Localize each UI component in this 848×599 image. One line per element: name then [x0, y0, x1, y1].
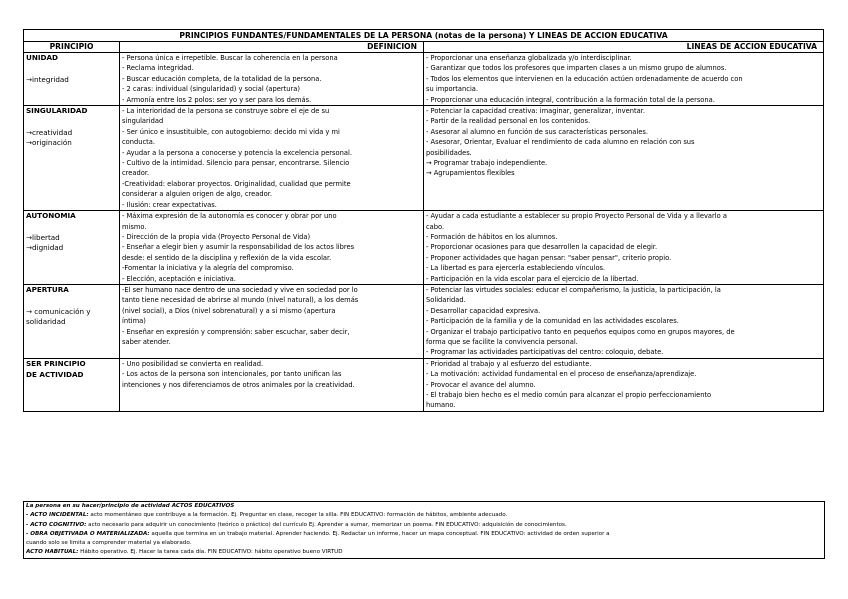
- action-line: - La libertad es para ejercerla estableciendo vínculos.: [426, 264, 606, 273]
- spacer: [26, 64, 117, 75]
- principle-subnote: →dignidad: [26, 243, 64, 253]
- action-lines-cell: [424, 211, 824, 285]
- definition-line: - Cultivo de la intimidad. Silencio para pensar, encontrarse. Silencio: [122, 159, 350, 168]
- action-line: - Potenciar la capacidad creativa: imaginar, generalizar, inventar.: [426, 107, 645, 116]
- action-lines-cell: [424, 358, 824, 411]
- footer-item-text: acto momentáneo que contribuye a la formación. Ej. Preguntar en clase, recoger la silla. FIN EDUCATIVO: formación de hábitos, ambiente adecuado.: [88, 512, 508, 519]
- footer-item-text: cuando solo se limita a comprender material ya elaborado.: [26, 540, 192, 547]
- definition-line: - Máxima expresión de la autonomía es conocer y obrar por uno: [122, 212, 337, 221]
- footer-item-label: ACTO HABITUAL:: [26, 549, 79, 556]
- definition-line: - Dirección de la propia vida (Proyecto Personal de Vida): [122, 232, 311, 241]
- footer-item: [26, 521, 824, 530]
- definition-line: (nivel social), a Dios (nivel sobrenatural) y a sí mismo (apertura: [122, 306, 336, 315]
- action-line: - La motivación: actividad fundamental en el proceso de enseñanza/aprendizaje.: [426, 370, 697, 379]
- definition-line: intenciones y nos diferenciamos de otros animales por la creatividad.: [122, 380, 355, 389]
- action-line: su importancia.: [426, 85, 479, 94]
- definition-line: - Uno posibilidad se convierta en realidad.: [122, 359, 264, 368]
- action-line: humano.: [426, 401, 456, 410]
- definition-line: desde: el sentido de la disciplina y reflexión de la vida escolar.: [122, 253, 332, 262]
- principle-name: SER PRINCIPIO: [26, 358, 86, 368]
- definition-line: - Buscar educación completa, de la totalidad de la persona.: [122, 74, 322, 83]
- definition-line: considerar a alguien origen de algo, creador.: [122, 190, 272, 199]
- action-line: - Proporcionar ocasiones para que desarrollen la capacidad de elegir.: [426, 243, 658, 252]
- action-line: - Ayudar a cada estudiante a establecer su propio Proyecto Personal de Vida y a llevarlo a: [426, 212, 727, 221]
- title-row: [24, 30, 824, 42]
- action-line: Solidaridad.: [426, 296, 466, 305]
- table-title: PRINCIPIOS FUNDANTES/FUNDAMENTALES DE LA PERSONA (notas de la persona) Y LINEAS DE ACCION EDUCATIVA: [24, 30, 824, 42]
- definition-line: íntima): [122, 317, 146, 326]
- principle-cell: [24, 358, 120, 411]
- header-principio: PRINCIPIO: [24, 42, 120, 53]
- principle-name: APERTURA: [26, 284, 69, 294]
- definition-cell: [120, 358, 424, 411]
- footer-item-text: acto necesario para adquirir un conocimiento (teórico o práctico) del currículo Ej. Aprender a sumar, memorizar un poema. FIN EDUCATIVO: adquisición de conocimientos.: [86, 521, 567, 528]
- principle-row: [24, 211, 824, 285]
- footer-item-text: Hábito operativo. Ej. Hacer la tarea cada día. FIN EDUCATIVO: hábito operativo bueno VIRTUD: [78, 549, 343, 556]
- action-line: - Proporcionar una educación integral, contribución a la formación total de la persona.: [426, 95, 715, 104]
- footer-item: [26, 548, 824, 557]
- principle-subnote: →creatividad: [26, 127, 73, 137]
- spacer: [26, 222, 117, 233]
- principle-cell: [24, 106, 120, 211]
- action-line: - Asesorar al alumno en función de sus características personales.: [426, 127, 648, 136]
- definition-cell: [120, 106, 424, 211]
- definition-line: - Ser único e insustituible, con autogobierno: decido mi vida y mi: [122, 127, 340, 136]
- definition-line: conducta.: [122, 138, 156, 147]
- footer-heading: La persona en su hacer/principio de actividad ACTOS EDUCATIVOS: [26, 503, 235, 509]
- action-line: posibilidades.: [426, 148, 472, 157]
- definition-line: - Armonía entre los 2 polos: ser yo y ser para los demás.: [122, 95, 312, 104]
- principle-row: [24, 106, 824, 211]
- definition-line: saber atender.: [122, 337, 171, 346]
- action-line: - Programar las actividades participativas del centro: coloquio, debate.: [426, 348, 664, 357]
- action-line: - Proporcionar una enseñanza globalizada y/o interdisciplinar.: [426, 54, 632, 62]
- spacer: [26, 296, 117, 307]
- principle-name: DE ACTIVIDAD: [26, 369, 84, 379]
- footer-item: [26, 511, 824, 520]
- footer-item-label: - ACTO INCIDENTAL:: [26, 512, 89, 519]
- definition-line: - Los actos de la persona son intencionales, por tanto unifican las: [122, 370, 342, 379]
- definition-cell: [120, 284, 424, 358]
- header-definicion: DEFINICION: [120, 42, 424, 53]
- definition-line: -El ser humano nace dentro de una sociedad y vive en sociedad por lo: [122, 285, 358, 294]
- footer-item-label: - OBRA OBJETIVADA O MATERIALIZADA:: [26, 530, 150, 537]
- principles-table: [23, 29, 824, 412]
- action-line: - Asesorar, Orientar, Evaluar el rendimiento de cada alumno en relación con sus: [426, 138, 695, 147]
- action-line: - Organizar el trabajo participativo tanto en pequeños equipos como en grupos mayores, de: [426, 327, 735, 336]
- definition-line: - Persona única e irrepetible. Buscar la coherencia en la persona: [122, 54, 338, 62]
- definition-line: -Fomentar la iniciativa y la alegría del compromiso.: [122, 264, 294, 273]
- action-line: - Partir de la realidad personal en los contenidos.: [426, 117, 591, 126]
- principle-cell: [24, 211, 120, 285]
- principle-name: AUTONOMIA: [26, 211, 76, 221]
- definition-line: mismo.: [122, 222, 147, 231]
- action-lines-cell: [424, 284, 824, 358]
- footer-box: [23, 501, 825, 559]
- action-line: - Participación en la vida escolar para el ejercicio de la libertad.: [426, 274, 639, 283]
- action-line: - Potenciar las virtudes sociales: educar el compañerismo, la justicia, la participación, la: [426, 285, 721, 294]
- definition-line: creador.: [122, 169, 150, 178]
- definition-line: - Elección, aceptación e iniciativa.: [122, 274, 236, 283]
- definition-line: singularidad: [122, 117, 164, 126]
- principle-name: SINGULARIDAD: [26, 106, 88, 116]
- principle-cell: [24, 53, 120, 106]
- action-line: - Todos los elementos que intervienen en la educación actúen ordenadamente de acuerdo con: [426, 74, 743, 83]
- action-line: - Provocar el avance del alumno.: [426, 380, 536, 389]
- action-line: - Formación de hábitos en los alumnos.: [426, 232, 558, 241]
- action-line: - Prioridad al trabajo y al esfuerzo del estudiante.: [426, 359, 592, 368]
- principles-sheet: [23, 29, 823, 412]
- principle-subnote: →integridad: [26, 74, 69, 84]
- definition-line: - Enseñar en expresión y comprensión: saber escuchar, saber decir,: [122, 327, 350, 336]
- principle-subnote: →originación: [26, 138, 72, 148]
- footer-item: [26, 539, 824, 548]
- footer-items: [26, 511, 824, 557]
- action-line: - El trabajo bien hecho es el medio común para alcanzar el propio perfeccionamiento: [426, 391, 712, 399]
- table-body: [24, 53, 824, 412]
- header-lineas: LINEAS DE ACCION EDUCATIVA: [424, 42, 824, 53]
- principle-row: [24, 358, 824, 411]
- definition-line: tanto tiene necesidad de abrirse al mundo (nivel natural), a los demás: [122, 296, 359, 305]
- footer-item-label: - ACTO COGNITIVO:: [26, 521, 87, 528]
- definition-line: -Creatividad: elaborar proyectos. Originalidad, cualidad que permite: [122, 179, 351, 188]
- action-line: cabo.: [426, 222, 445, 231]
- action-lines-cell: [424, 53, 824, 106]
- footer-item: [26, 530, 824, 539]
- definition-line: - Ayudar a la persona a conocerse y potencia la excelencia personal.: [122, 148, 352, 157]
- definition-cell: [120, 53, 424, 106]
- action-line: - Garantizar que todos los profesores que imparten clases a un mismo grupo de alumnos.: [426, 64, 727, 73]
- definition-line: - Enseñar a elegir bien y asumir la responsabilidad de los actos libres: [122, 243, 355, 252]
- definition-line: - Ilusión: crear expectativas.: [122, 200, 217, 209]
- definition-cell: [120, 211, 424, 285]
- principle-row: [24, 284, 824, 358]
- principle-subnote: → comunicación y: [26, 306, 91, 316]
- definition-line: - Reclama integridad.: [122, 64, 194, 73]
- action-line: - Proponer actividades que hagan pensar: "saber pensar", criterio propio.: [426, 253, 672, 262]
- spacer: [26, 117, 117, 128]
- definition-line: - La interioridad de la persona se construye sobre el eje de su: [122, 107, 330, 116]
- footer-item-text: aquella que termina en un trabajo material. Aprender haciendo. Ej. Redactar un informe, hacer un mapa conceptual. FIN EDUCATIVO: actividad de orden superior a: [149, 530, 610, 537]
- action-lines-cell: [424, 106, 824, 211]
- action-line: → Programar trabajo independiente.: [426, 159, 548, 168]
- action-line: → Agrupamientos flexibles: [426, 169, 515, 178]
- principle-subnote: →libertad: [26, 232, 60, 242]
- action-line: - Desarrollar capacidad expresiva.: [426, 306, 541, 315]
- action-line: forma que se facilite la convivencia personal.: [426, 337, 578, 346]
- principle-name: UNIDAD: [26, 53, 59, 62]
- action-line: - Participación de la familia y de la comunidad en las actividades escolares.: [426, 317, 679, 326]
- principle-cell: [24, 284, 120, 358]
- principle-row: [24, 53, 824, 106]
- definition-line: - 2 caras: individual (singularidad) y social (apertura): [122, 85, 300, 94]
- header-row: [24, 42, 824, 53]
- principle-subnote: solidaridad: [26, 317, 66, 327]
